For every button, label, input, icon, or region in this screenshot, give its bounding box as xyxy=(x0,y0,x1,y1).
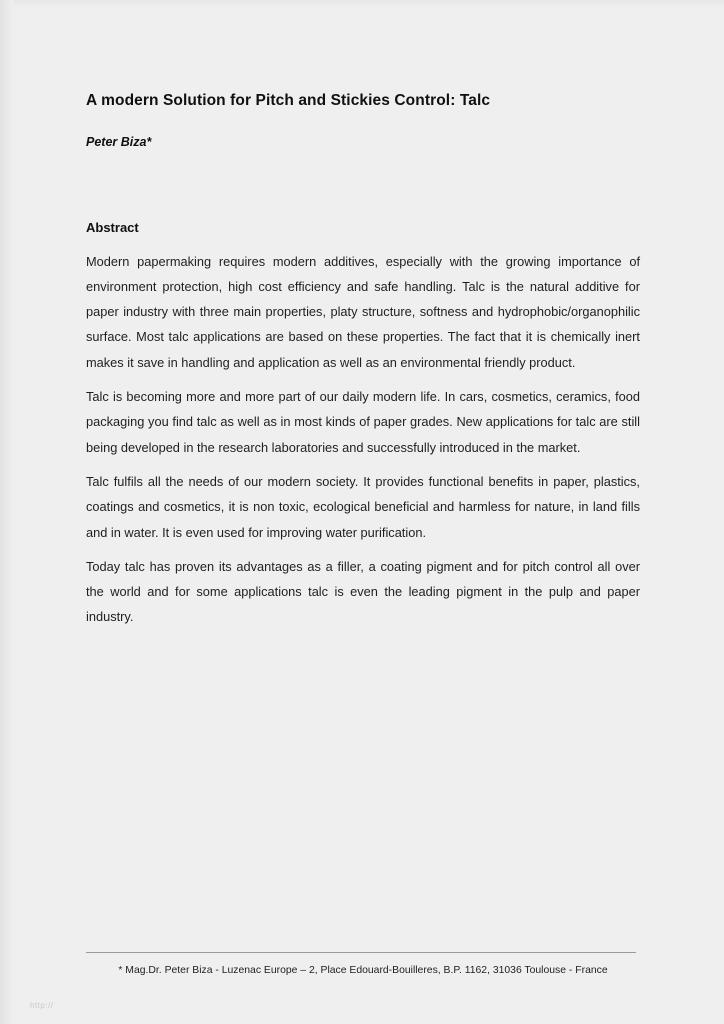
footnote-text: * Mag.Dr. Peter Biza - Luzenac Europe – 2, Place Edouard-Bouilleres, B.P. 1162, 31036 Toulouse - France xyxy=(118,965,608,976)
author-name: Peter Biza* xyxy=(86,134,152,149)
page-left-shading xyxy=(0,0,14,1024)
footnote-divider xyxy=(86,952,636,953)
abstract-paragraph: Today talc has proven its advantages as a filler, a coating pigment and for pitch control all over the world and for some applications talc is even the leading pigment in the pulp and paper industry. xyxy=(86,558,640,625)
abstract-paragraph: Modern papermaking requires modern additives, especially with the growing importance of environment protection, high cost efficiency and safe handling. Talc is the natural additive for paper industry with three main properties, platy structure, softness and hydrophobic/organophilic surface. Most talc applications are based on these properties. The fact that it is chemically inert makes it save in handling and application as well as an environmental friendly product. xyxy=(86,253,640,370)
abstract-body xyxy=(86,235,640,630)
page-title: A modern Solution for Pitch and Stickies Control: Talc xyxy=(86,92,491,109)
document-content xyxy=(86,0,640,639)
corner-watermark: http:// xyxy=(30,1001,54,1010)
abstract-paragraph: Talc fulfils all the needs of our modern society. It provides functional benefits in paper, plastics, coatings and cosmetics, it is non toxic, ecological beneficial and harmless for nature, in land fills and in water. It is even used for improving water purification. xyxy=(86,473,640,540)
abstract-heading: Abstract xyxy=(86,219,139,235)
abstract-paragraph: Talc is becoming more and more part of our daily modern life. In cars, cosmetics, ceramics, food packaging you find talc as well as in most kinds of paper grades. New applications for talc are still being developed in the research laboratories and successfully introduced in the market. xyxy=(86,389,640,455)
